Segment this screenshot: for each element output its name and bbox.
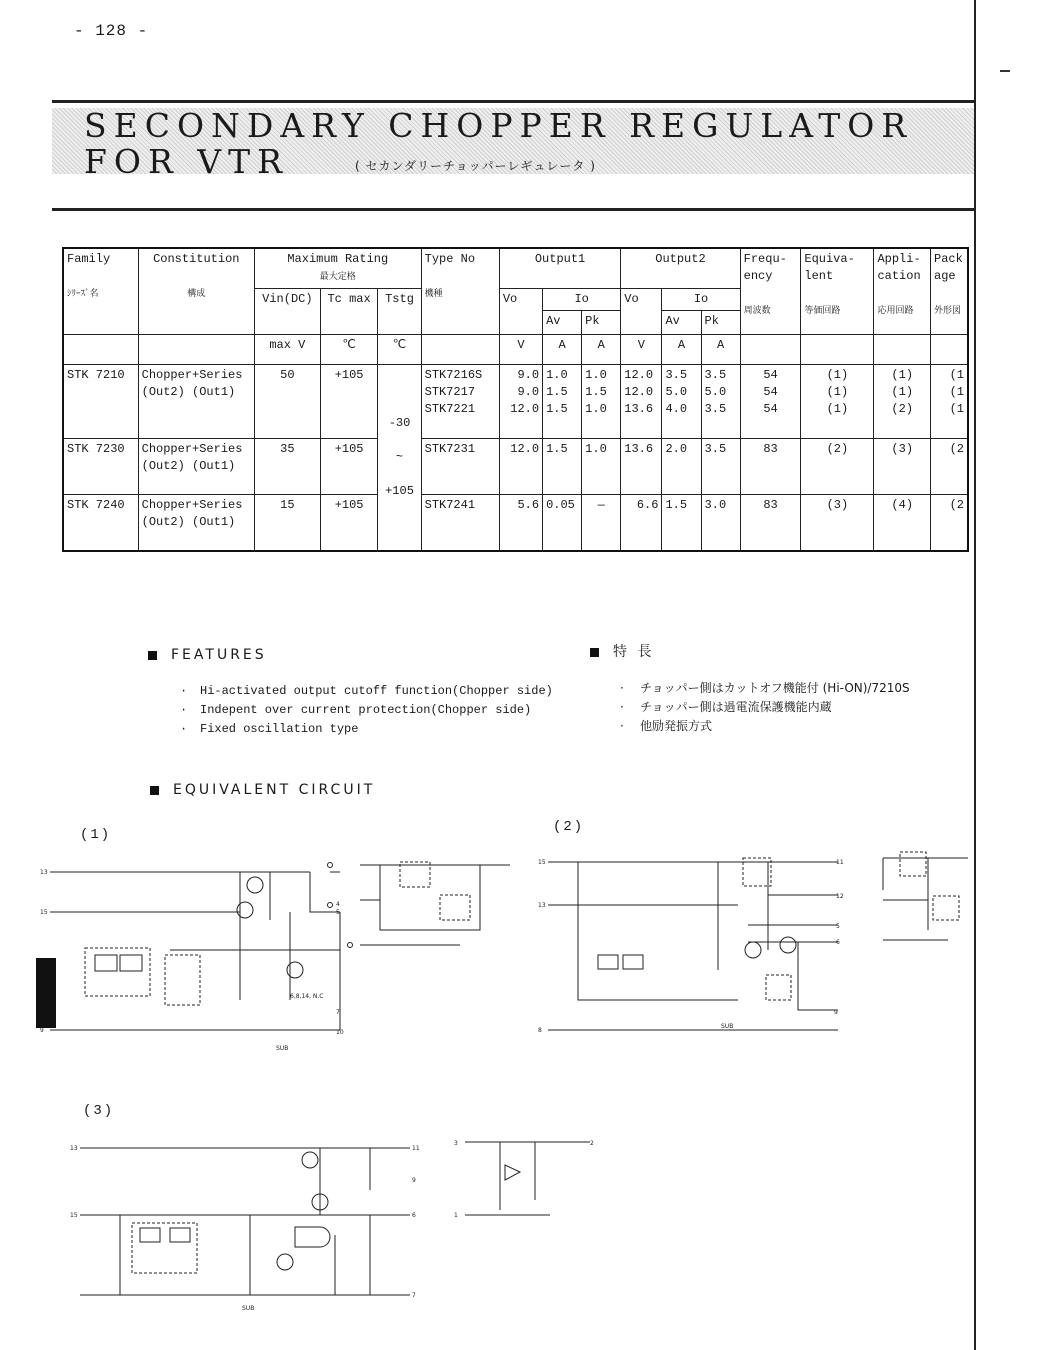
app-cell: (4)	[874, 495, 931, 551]
svg-text:7: 7	[412, 1292, 416, 1299]
list-item: · Indepent over current protection(Chopper side)	[180, 703, 532, 717]
av1-cell: 1.5	[543, 439, 582, 495]
svg-text:8: 8	[538, 1027, 542, 1034]
page-number: - 128 -	[74, 22, 149, 40]
right-margin-tick	[1000, 70, 1010, 72]
unit-vo1: V	[499, 335, 542, 365]
svg-text:5: 5	[336, 909, 340, 916]
unit-vo2: V	[621, 335, 662, 365]
vin-cell: 35	[254, 439, 320, 495]
svg-text:12: 12	[836, 893, 844, 900]
pkg-cell: (2	[931, 495, 968, 551]
svg-text:6: 6	[836, 939, 840, 946]
svg-text:9: 9	[40, 1027, 44, 1034]
equiv-cell: (1) (1) (1)	[801, 365, 874, 439]
list-item: · チョッパー側はカットオフ機能付 (Hi-ON)/7210S	[620, 681, 910, 695]
vo2-cell: 13.6	[621, 439, 662, 495]
type-cell: STK7231	[421, 439, 499, 495]
header-vin: Vin(DC)	[254, 289, 320, 335]
header-constitution: Constitution 構成	[138, 248, 254, 335]
pkg-cell: (1 (1 (1	[931, 365, 968, 439]
header-pk2: Pk	[701, 311, 740, 335]
header-tc: Tc max	[320, 289, 378, 335]
circuit-diagram-3	[70, 1130, 630, 1310]
header-output2: Output2	[621, 248, 740, 289]
header-family: Family ｼﾘｰｽﾞ名	[63, 248, 138, 335]
freq-cell: 83	[740, 495, 801, 551]
svg-text:5: 5	[836, 923, 840, 930]
freq-cell: 83	[740, 439, 801, 495]
square-bullet-icon	[148, 651, 157, 660]
svg-text:6,8,14, N.C: 6,8,14, N.C	[290, 993, 324, 1000]
header-av2: Av	[662, 311, 701, 335]
svg-text:SUB: SUB	[721, 1023, 734, 1030]
title-japanese: ( セカンダリーチョッパーレギュレータ )	[355, 159, 596, 173]
pk2-cell: 3.5 5.0 3.5	[701, 365, 740, 439]
svg-text:13: 13	[70, 1145, 78, 1152]
app-cell: (1) (1) (2)	[874, 365, 931, 439]
freq-cell: 54 54 54	[740, 365, 801, 439]
vin-cell: 15	[254, 495, 320, 551]
header-io1: Io	[543, 289, 621, 311]
type-cell: STK7216S STK7217 STK7221	[421, 365, 499, 439]
pk1-cell: 1.0 1.5 1.0	[582, 365, 621, 439]
header-vo2: Vo	[621, 289, 662, 335]
av2-cell: 1.5	[662, 495, 701, 551]
header-equivalent: Equiva-lent 等価回路	[801, 248, 874, 335]
circuit-2-label: (2)	[553, 819, 585, 835]
features-list	[180, 684, 553, 741]
list-item: · 他励発振方式	[620, 719, 713, 733]
table-row	[63, 365, 968, 439]
constitution-cell: Chopper+Series (Out2) (Out1)	[138, 495, 254, 551]
tc-cell: +105	[320, 439, 378, 495]
equiv-cell: (2)	[801, 439, 874, 495]
unit-tstg: ℃	[378, 335, 421, 365]
pk2-cell: 3.0	[701, 495, 740, 551]
vin-cell: 50	[254, 365, 320, 439]
header-package: Pack age 外形図	[931, 248, 968, 335]
header-tstg: Tstg	[378, 289, 421, 335]
svg-text:6: 6	[412, 1212, 416, 1219]
circuit-diagram-1	[40, 850, 540, 1060]
unit-av1: A	[543, 335, 582, 365]
square-bullet-icon	[590, 648, 599, 657]
spec-table	[62, 247, 969, 552]
header-type-no: Type No 機種	[421, 248, 499, 335]
header-max-rating: Maximum Rating 最大定格	[254, 248, 421, 289]
av2-cell: 3.5 5.0 4.0	[662, 365, 701, 439]
svg-text:9: 9	[834, 1009, 838, 1016]
title-line-1: SECONDARY CHOPPER REGULATOR	[84, 106, 914, 145]
tc-cell: +105	[320, 495, 378, 551]
title-rule-top	[52, 100, 974, 103]
svg-text:13: 13	[538, 902, 546, 909]
family-cell: STK 7210	[63, 365, 138, 439]
right-margin-rule	[974, 0, 976, 1350]
svg-text:11: 11	[412, 1145, 420, 1152]
title-rule-bottom	[52, 208, 974, 211]
svg-text:3: 3	[454, 1140, 458, 1147]
svg-text:15: 15	[40, 909, 48, 916]
header-frequency: Frequ-ency 周波数	[740, 248, 801, 335]
header-vo1: Vo	[499, 289, 542, 335]
pk2-cell: 3.5	[701, 439, 740, 495]
circuit-diagram-2	[538, 850, 978, 1050]
unit-av2: A	[662, 335, 701, 365]
circuit-1-label: (1)	[80, 827, 112, 843]
tstg-cell: -30 ~ +105	[378, 365, 421, 551]
vo2-cell: 12.0 12.0 13.6	[621, 365, 662, 439]
av1-cell: 0.05	[543, 495, 582, 551]
pk1-cell: —	[582, 495, 621, 551]
circuit-3-label: (3)	[83, 1103, 115, 1119]
equiv-cell: (3)	[801, 495, 874, 551]
features-list-jp	[620, 679, 910, 736]
app-cell: (3)	[874, 439, 931, 495]
vo1-cell: 9.0 9.0 12.0	[499, 365, 542, 439]
list-item: · チョッパー側は過電流保護機能内蔵	[620, 700, 832, 714]
unit-pk2: A	[701, 335, 740, 365]
equivalent-circuit-heading: EQUIVALENT CIRCUIT	[150, 782, 375, 798]
svg-text:SUB: SUB	[276, 1045, 289, 1052]
constitution-cell: Chopper+Series (Out2) (Out1)	[138, 439, 254, 495]
svg-text:15: 15	[70, 1212, 78, 1219]
vo1-cell: 12.0	[499, 439, 542, 495]
header-io2: Io	[662, 289, 740, 311]
unit-vin: max V	[254, 335, 320, 365]
table-row	[63, 495, 968, 551]
header-output1: Output1	[499, 248, 620, 289]
svg-text:7: 7	[336, 1009, 340, 1016]
table-row	[63, 439, 968, 495]
svg-text:4: 4	[336, 901, 340, 908]
svg-text:11: 11	[836, 859, 844, 866]
header-pk1: Pk	[582, 311, 621, 335]
header-av1: Av	[543, 311, 582, 335]
title-line-2: FOR VTR	[84, 142, 289, 181]
features-heading-jp: 特 長	[590, 641, 654, 661]
tc-cell: +105	[320, 365, 378, 439]
pkg-cell: (2	[931, 439, 968, 495]
svg-text:2: 2	[590, 1140, 594, 1147]
svg-text:1: 1	[454, 1212, 458, 1219]
family-cell: STK 7230	[63, 439, 138, 495]
list-item: · Hi-activated output cutoff function(Chopper side)	[180, 684, 553, 698]
pk1-cell: 1.0	[582, 439, 621, 495]
constitution-cell: Chopper+Series (Out2) (Out1)	[138, 365, 254, 439]
svg-text:13: 13	[40, 869, 48, 876]
svg-text:SUB: SUB	[242, 1305, 255, 1312]
svg-text:15: 15	[538, 859, 546, 866]
family-cell: STK 7240	[63, 495, 138, 551]
av1-cell: 1.0 1.5 1.5	[543, 365, 582, 439]
vo1-cell: 5.6	[499, 495, 542, 551]
square-bullet-icon	[150, 786, 159, 795]
svg-text:10: 10	[336, 1029, 344, 1036]
features-heading: FEATURES	[148, 647, 267, 663]
list-item: · Fixed oscillation type	[180, 722, 359, 736]
header-application: Appli-cation 応用回路	[874, 248, 931, 335]
av2-cell: 2.0	[662, 439, 701, 495]
unit-tc: ℃	[320, 335, 378, 365]
unit-pk1: A	[582, 335, 621, 365]
vo2-cell: 6.6	[621, 495, 662, 551]
svg-text:9: 9	[412, 1177, 416, 1184]
type-cell: STK7241	[421, 495, 499, 551]
